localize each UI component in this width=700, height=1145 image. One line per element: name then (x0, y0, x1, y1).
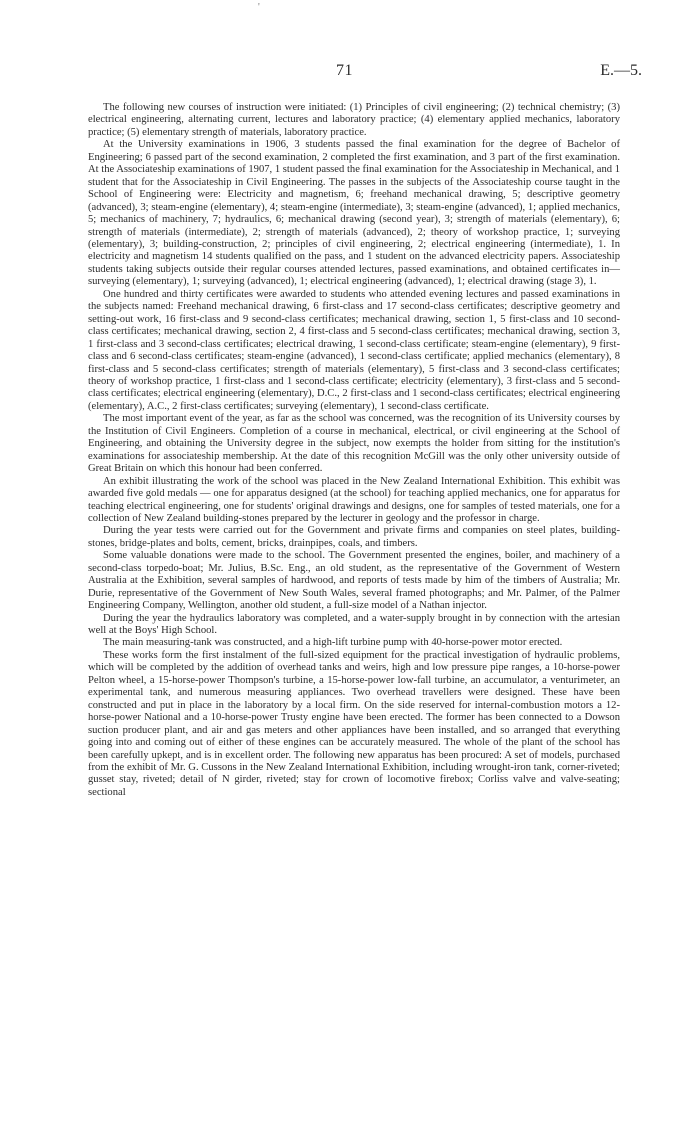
paragraph-hydraulics-lab: During the year the hydraulics laboratory was completed, and a water-supply brought in by connection with the artesian well at the Boys' High School. (88, 612, 620, 637)
paragraph-tests: During the year tests were carried out for the Government and private firms and companies on steel plates, building-stones, bridge-plates and bolts, cement, bricks, drainpipes, coals, and timbers. (88, 525, 620, 549)
paragraph-new-courses: The following new courses of instruction were initiated: (1) Principles of civil engineering; (2) technical chemistry; (3) electrical engineering, alternating current, lectures and laboratory practice; (4) elementary applied mechanics, laboratory practice; (5) elementary strength of materials, laboratory practice. (88, 102, 620, 138)
paragraph-equipment: These works form the first instalment of the full-sized equipment for the practical investigation of hydraulic problems, which will be completed by the addition of overhead tanks and weirs, high and low pressure pipe ranges, a 10-horse-power Pelton wheel, a 15-horse-power Thompson's turbine, a 15-horse-power low-fall turbine, an accumulator, a venturimeter, an experimental tank, and numerous measuring appliances. Two overhead travellers were designed. These have been constructed and put in place in the laboratory by a local firm. On the side reserved for internal-combustion motors a 12-horse-power National and a 10-horse-power Trusty engine have been erected. The former has been connected to a Dowson suction producer plant, and air and gas meters and other appliances have been installed, and so arranged that everything going into and coming out of either of these engines can be accurately measured. The whole of the plant of the school has been carefully upkept, and is in excellent order. The following new apparatus has been procured: A set of models, purchased from the exhibit of Mr. G. Cussons in the New Zealand International Exhibition, including wrought-iron tank, corner-riveted; gusset stay, riveted; detail of N girder, riveted; stay for crown of locomotive firebox; Corliss valve and valve-seating; sectional (88, 649, 620, 798)
document-reference: E.—5. (600, 62, 642, 79)
paragraph-donations: Some valuable donations were made to the school. The Government presented the engines, boiler, and machinery of a second-class torpedo-boat; Mr. Julius, B.Sc. Eng., an old student, as the representative of the Government of Western Australia at the Exhibition, several samples of hardwood, and reports of tests made by him of the timbers of Australia; Mr. Durie, representative of the Government of New South Wales, several framed photographs; and Mr. Palmer, of the Palmer Engineering Company, Wellington, another old student, a full-size model of a Nathan injector. (88, 550, 620, 612)
paragraph-certificates: One hundred and thirty certificates were awarded to students who attended evening lectures and passed examinations in the subjects named: Freehand mechanical drawing, 6 first-class and 17 second-class certificates; descriptive geometry and setting-out work, 16 first-class and 9 second-class certificates; mechanical drawing, section 1, 5 first-class and 10 second-class certificates; mechanical drawing, section 2, 4 first-class and 5 second-class certificates; mechanical drawing, section 3, 1 first-class and 3 second-class certificates; electrical drawing, 1 second-class certificate; steam-engine (elementary), 9 first-class and 6 second-class certificates; steam-engine (advanced), 1 second-class certificate; applied mechanics (elementary), 8 first-class and 5 second-class certificates; strength of materials (elementary), 5 first-class and 3 second-class certificates; theory of workshop practice, 1 first-class and 1 second-class certificate; electricity (elementary), 3 first-class and 5 second-class certificates; electrical engineering (elementary), D.C., 2 first-class and 1 second-class certificates; electrical engineering (elementary), A.C., 2 first-class certificates; surveying (elementary), 1 second-class certificate. (88, 288, 620, 412)
page-number: 71 (336, 62, 353, 79)
paragraph-measuring-tank: The main measuring-tank was constructed, and a high-lift turbine pump with 40-horse-power motor erected. (103, 637, 563, 649)
body-text (88, 102, 620, 799)
paragraph-exhibit: An exhibit illustrating the work of the school was placed in the New Zealand International Exhibition. This exhibit was awarded five gold medals — one for apparatus designed (at the school) for teaching applied mechanics, one for apparatus for teaching electrical engineering, one for students' original drawings and designs, one for samples of tested materials, one for a collection of New Zealand building-stones prepared by the lecturer in geology and the professor in charge. (88, 475, 620, 524)
paragraph-examinations: At the University examinations in 1906, 3 students passed the final examination for the degree of Bachelor of Engineering; 6 passed part of the second examination, 2 completed the first examination, and 3 part of the first examination. At the Associateship examinations of 1907, 1 student passed the final examination for the Associateship in Mechanical, and 1 student that for the Associateship in Civil Engineering. The passes in the subjects of the Associateship course taught in the School of Engineering were: Electricity and magnetism, 6; freehand mechanical drawing, 5; descriptive geometry (advanced), 3; steam-engine (elementary), 4; steam-engine (intermediate), 3; steam-engine (advanced), 1; applied mechanics, 5; mechanics of machinery, 7; hydraulics, 6; mechanical drawing (second year), 3; strength of materials (elementary), 6; strength of materials (intermediate), 2; strength of materials (advanced), 2; theory of workshop practice, 1; surveying (elementary), 3; building-construction, 2; principles of civil engineering, 2; electrical engineering (intermediate), 1. In electricity and magnetism 14 students qualified on the pass, and 1 student on the advanced electricity papers. Associateship students taking subjects outside their regular courses attended lectures, passed examinations, and obtained certificates in—surveying (elementary), 1; surveying (advanced), 1; electrical engineering (advanced), 1; electrical drawing (stage 3), 1. (88, 139, 620, 288)
paragraph-recognition: The most important event of the year, as far as the school was concerned, was the recognition of its University courses by the Institution of Civil Engineers. Completion of a course in mechanical, electrical, or civil engineering at the School of Engineering, and obtaining the University degree in the subject, now exempts the holder from sitting for the institution's examinations for associateship membership. At the date of this recognition McGill was the only other university outside of Great Britain on which this honour had been conferred. (88, 413, 620, 475)
top-mark: ' (258, 2, 260, 13)
